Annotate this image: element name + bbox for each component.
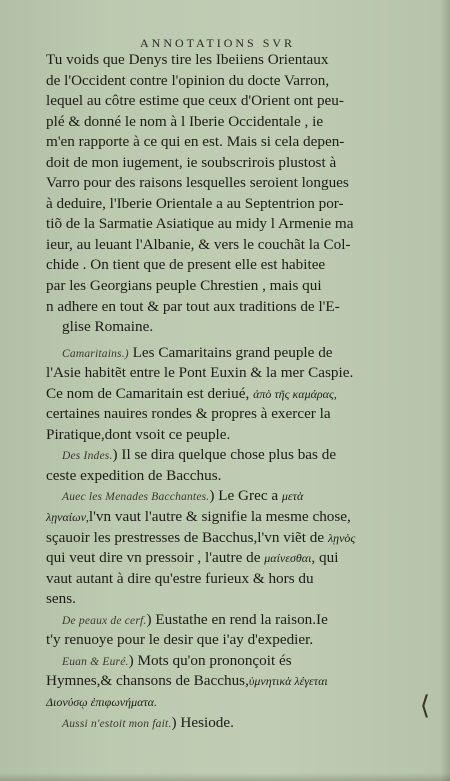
text-line: t'y renuoye pour le desir que i'ay d'expedier. bbox=[46, 631, 314, 649]
text-line bbox=[46, 651, 430, 672]
greek-text: λῃνὸς bbox=[327, 530, 356, 545]
text-line: plé & donné le nom à l Iberie Occidentale , ie bbox=[46, 112, 324, 130]
text-line: Varro pour des raisons lesquelles seroient longues bbox=[46, 174, 349, 192]
text-line: de l'Occident contre l'opinion du docte Varron, bbox=[46, 71, 330, 89]
text-line: tiõ de la Sarmatie Asiatique au midy l Armenie ma bbox=[46, 215, 354, 233]
text-line bbox=[46, 445, 430, 466]
text-line: lequel au côtre estime que ceux d'Orient ont peu- bbox=[46, 92, 344, 110]
text-line bbox=[46, 528, 430, 549]
text-line: glise Romaine. bbox=[62, 318, 154, 336]
text-line: l'Asie habitẽt entre le Pont Euxin & la mer Caspie. bbox=[46, 364, 354, 382]
greek-text: ὑμνητικὰ λέγεται bbox=[248, 674, 328, 689]
text-line: vaut autant à dire qu'estre furieux & hors du bbox=[46, 569, 314, 587]
lemma: Des Indes. bbox=[62, 450, 113, 463]
text-span: Hymnes,& chansons de Bacchus, bbox=[46, 672, 249, 690]
text-span: sçauoir les prestresses de Bacchus,l'vn viẽt de bbox=[46, 528, 328, 546]
text-span: qui veut dire vn pressoir , l'autre de bbox=[46, 549, 265, 567]
text-line bbox=[46, 486, 430, 507]
lemma: Auec les Menades Bacchantes. bbox=[62, 491, 210, 504]
greek-text: ἀπὸ τῆς καμάρας, bbox=[253, 386, 337, 401]
text-span: , qui bbox=[311, 549, 339, 567]
text-line bbox=[46, 692, 430, 713]
text-line: Piratique,dont vsoit ce peuple. bbox=[46, 425, 231, 443]
page-bottom-shadow bbox=[0, 773, 450, 781]
page-edge-shadow bbox=[440, 0, 450, 781]
text-line bbox=[46, 713, 430, 734]
text-line: chide . On tient que de present elle est habitee bbox=[46, 256, 326, 274]
text-line: m'en rapporte à ce qui en est. Mais si cela depen- bbox=[46, 133, 345, 151]
lemma: Aussi n'estoit mon fait. bbox=[62, 717, 172, 730]
text-line: sens. bbox=[46, 590, 76, 608]
text-span: ) Le Grec a bbox=[209, 487, 282, 505]
text-line: Tu voids que Denys tire les Ibeiiens Orientaux bbox=[46, 51, 329, 68]
text-line bbox=[46, 507, 430, 528]
text-span: ) Eustathe en rend la raison.Ie bbox=[146, 610, 328, 628]
page-text bbox=[46, 50, 430, 733]
greek-text: Διονύσῳ ἐπιφωνήματα. bbox=[46, 694, 157, 709]
text-span: Les Camaritains grand peuple de bbox=[128, 343, 333, 361]
text-span: ) Hesiode. bbox=[171, 713, 234, 731]
lemma: Euan & Euré. bbox=[62, 655, 129, 668]
text-line: doit de mon iugement, ie soubscrirois plustost à bbox=[46, 153, 337, 171]
running-head: ANNOTATIONS SVR bbox=[140, 36, 296, 50]
lemma: Camaritains.) bbox=[62, 347, 129, 360]
lemma: De peaux de cerf. bbox=[62, 614, 147, 627]
text-span: Ce nom de Camaritain est deriué, bbox=[46, 384, 254, 402]
text-span: ) Mots qu'on prononçoit és bbox=[128, 651, 292, 669]
text-span: ) Il se dira quelque chose plus bas de bbox=[112, 446, 337, 464]
text-line bbox=[46, 610, 430, 631]
text-line bbox=[46, 671, 430, 692]
text-line bbox=[46, 384, 430, 405]
text-line: ceste expedition de Bacchus. bbox=[46, 466, 222, 484]
greek-text: μετὰ bbox=[281, 489, 304, 504]
text-line bbox=[46, 548, 430, 569]
text-line: à deduire, l'Iberie Orientale a au Septentrion por- bbox=[46, 194, 344, 212]
text-line: certaines nauires rondes & propres à exercer la bbox=[46, 405, 331, 423]
text-line bbox=[46, 343, 430, 364]
text-line: par les Georgians peuple Chrestien , mais qui bbox=[46, 277, 322, 295]
binding-mark: ⟨ bbox=[419, 691, 431, 720]
text-line: ieur, au leuant l'Albanie, & vers le couchãt la Col- bbox=[46, 235, 351, 253]
greek-text: μαίνεσθαι bbox=[264, 551, 312, 566]
text-line: n adhere en tout & par tout aux traditions de l'E- bbox=[46, 297, 340, 315]
text-span: l'vn vaut l'autre & signifie la mesme chose, bbox=[88, 508, 351, 526]
greek-text: λῃναίων, bbox=[46, 510, 89, 525]
